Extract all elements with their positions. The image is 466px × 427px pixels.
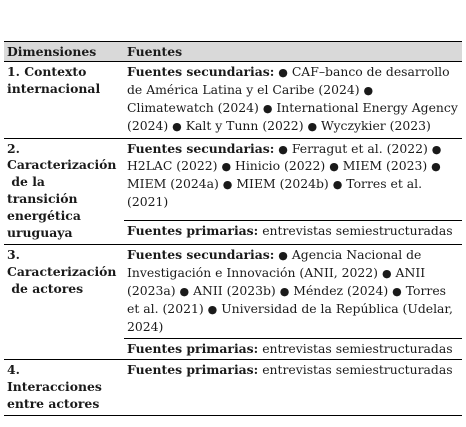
source-item: Ferragut et al. (2022) (291, 140, 428, 156)
source-item: MIEM (2024b) (236, 176, 329, 192)
source-item: MIEM (2023) (342, 158, 428, 174)
source-item: Climatewatch (2024) (127, 99, 259, 115)
bullet-icon: ● (221, 160, 232, 174)
table-row (4, 360, 462, 416)
dimension-line: de actores (11, 280, 84, 296)
bullet-icon: ● (279, 284, 290, 298)
dimension-line: transición (7, 191, 78, 207)
source-item: Kalt y Tunn (2022) (185, 117, 304, 133)
dimension-cell (4, 244, 124, 359)
table-header-row (4, 42, 462, 62)
dimension-line: 1. Contexto (7, 63, 87, 79)
dimension-line: Caracterización (7, 157, 117, 173)
bullet-icon: ● (278, 142, 288, 156)
source-type-label: Fuentes secundarias: (127, 140, 275, 156)
bullet-icon: ● (262, 101, 273, 115)
source-item: Wyczykier (2023) (321, 117, 431, 133)
source-item: Hinicio (2022) (235, 158, 326, 174)
dimension-line: entre actores (7, 396, 100, 412)
bullet-icon: ● (392, 284, 402, 298)
dimension-line: internacional (7, 80, 101, 96)
source-item: MIEM (2024a) (127, 176, 219, 192)
sources-cell (124, 360, 462, 416)
bullet-icon: ● (172, 119, 182, 133)
source-item: ANII (2023b) (193, 282, 276, 298)
dimension-line: 3. (7, 246, 20, 262)
bullet-icon: ● (431, 142, 442, 156)
dimension-cell (4, 360, 124, 416)
dimension-line: Caracterización (7, 263, 117, 279)
bullet-icon: ● (431, 160, 441, 174)
table-row (4, 244, 462, 338)
bullet-icon: ● (307, 119, 318, 133)
document-page (4, 0, 462, 427)
sources-cell (124, 244, 462, 338)
dimension-line: Interacciones (7, 379, 102, 395)
source-type-label: Fuentes primarias: (127, 223, 259, 239)
source-item: Agencia Nacional de Investigación e Innovación (ANII, 2022) (127, 246, 422, 280)
source-text: entrevistas semiestructuradas (262, 223, 453, 239)
sources-cell (124, 338, 462, 360)
bullet-icon: ● (278, 248, 288, 262)
source-item: International Energy Agency (2024) (127, 99, 458, 133)
source-type-label: Fuentes secundarias: (127, 246, 275, 262)
bullet-icon: ● (363, 83, 374, 97)
source-text: entrevistas semiestructuradas (262, 362, 453, 378)
header-fuentes: Fuentes (124, 42, 462, 62)
source-item: H2LAC (2022) (127, 158, 218, 174)
source-item: CAF–banco de desarrollo de América Latina y el Caribe (2024) (127, 63, 450, 97)
source-type-label: Fuentes primarias: (127, 362, 259, 378)
bullet-icon: ● (329, 160, 339, 174)
dimension-cell (4, 138, 124, 244)
bullet-icon: ● (207, 302, 218, 316)
source-type-label: Fuentes primarias: (127, 340, 259, 356)
bullet-icon: ● (278, 65, 288, 79)
sources-table (4, 41, 462, 416)
source-text: entrevistas semiestructuradas (262, 340, 453, 356)
table-row (4, 61, 462, 138)
source-item: Méndez (2024) (293, 282, 389, 298)
dimension-line: uruguaya (7, 225, 73, 241)
table-row (4, 138, 462, 221)
dimension-line: energética (7, 208, 81, 224)
source-type-label: Fuentes secundarias: (127, 63, 275, 79)
source-item: Torres et al. (2021) (127, 176, 423, 210)
source-item: Torres et al. (2021) (127, 282, 447, 316)
bullet-icon: ● (179, 284, 190, 298)
dimension-cell (4, 61, 124, 138)
dimension-line: de la (11, 174, 45, 190)
sources-cell (124, 221, 462, 245)
source-item: ANII (2023a) (127, 264, 426, 298)
bullet-icon: ● (381, 266, 392, 280)
bullet-icon: ● (222, 178, 233, 192)
bullet-icon: ● (332, 178, 343, 192)
source-item: Universidad de la República (Udelar, 2024) (127, 300, 453, 334)
sources-cell (124, 138, 462, 221)
header-dimensiones: Dimensiones (4, 42, 124, 62)
dimension-line: 4. (7, 362, 20, 378)
dimension-line: 2. (7, 140, 20, 156)
sources-cell (124, 61, 462, 138)
